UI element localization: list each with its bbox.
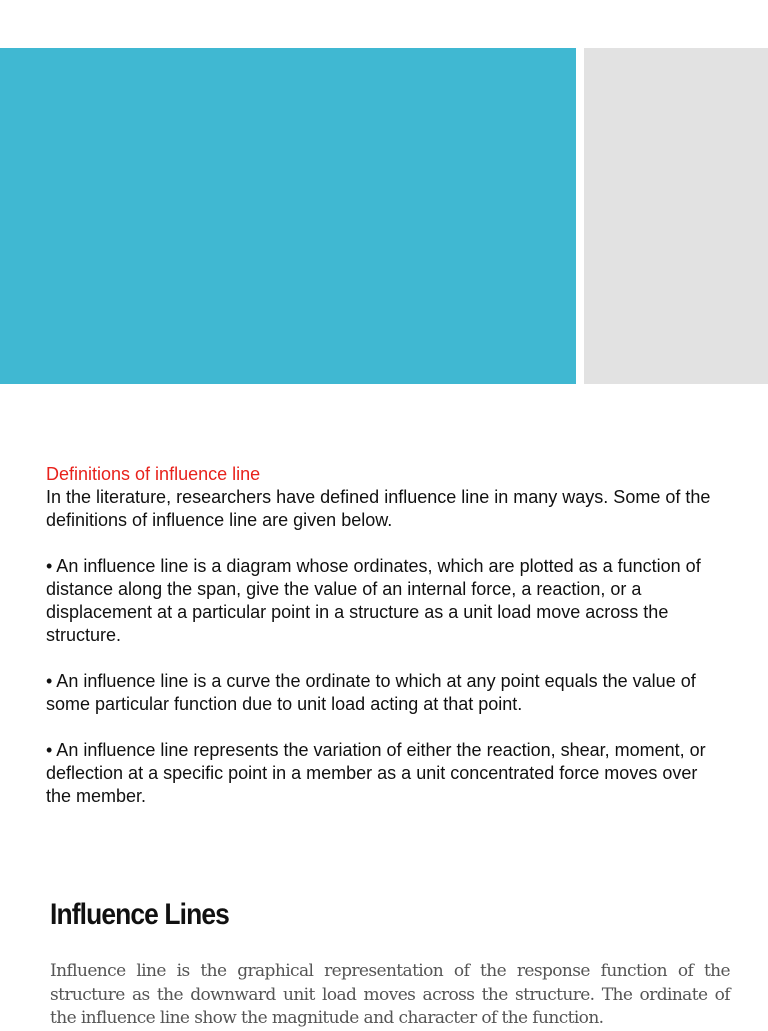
side-panel [584, 48, 768, 384]
definition-item: • An influence line is a curve the ordinate to which at any point equals the value of some particular function due to unit load acting at that point. [46, 671, 696, 714]
definition-item: • An influence line represents the variation of either the reaction, shear, moment, or deflection at a specific point in a member as a unit concentrated force moves over the member. [46, 740, 706, 806]
definition-item: • An influence line is a diagram whose ordinates, which are plotted as a function of distance along the span, give the value of an internal force, a reaction, or a displacement at a particular point in a structure as a unit load move across the structure. [46, 556, 701, 645]
influence-lines-body: Influence line is the graphical representation of the response function of the structure as the downward unit load moves across the structure. The ordinate of the influence line show the magnitude and character of the function. [50, 961, 730, 1028]
definitions-section [46, 463, 726, 831]
influence-lines-title: Influence Lines [50, 898, 229, 931]
definitions-heading: Definitions of influence line [46, 464, 261, 484]
definitions-intro: In the literature, researchers have defined influence line in many ways. Some of the definitions of influence line are given below. [46, 487, 711, 530]
header-banner [0, 48, 576, 384]
